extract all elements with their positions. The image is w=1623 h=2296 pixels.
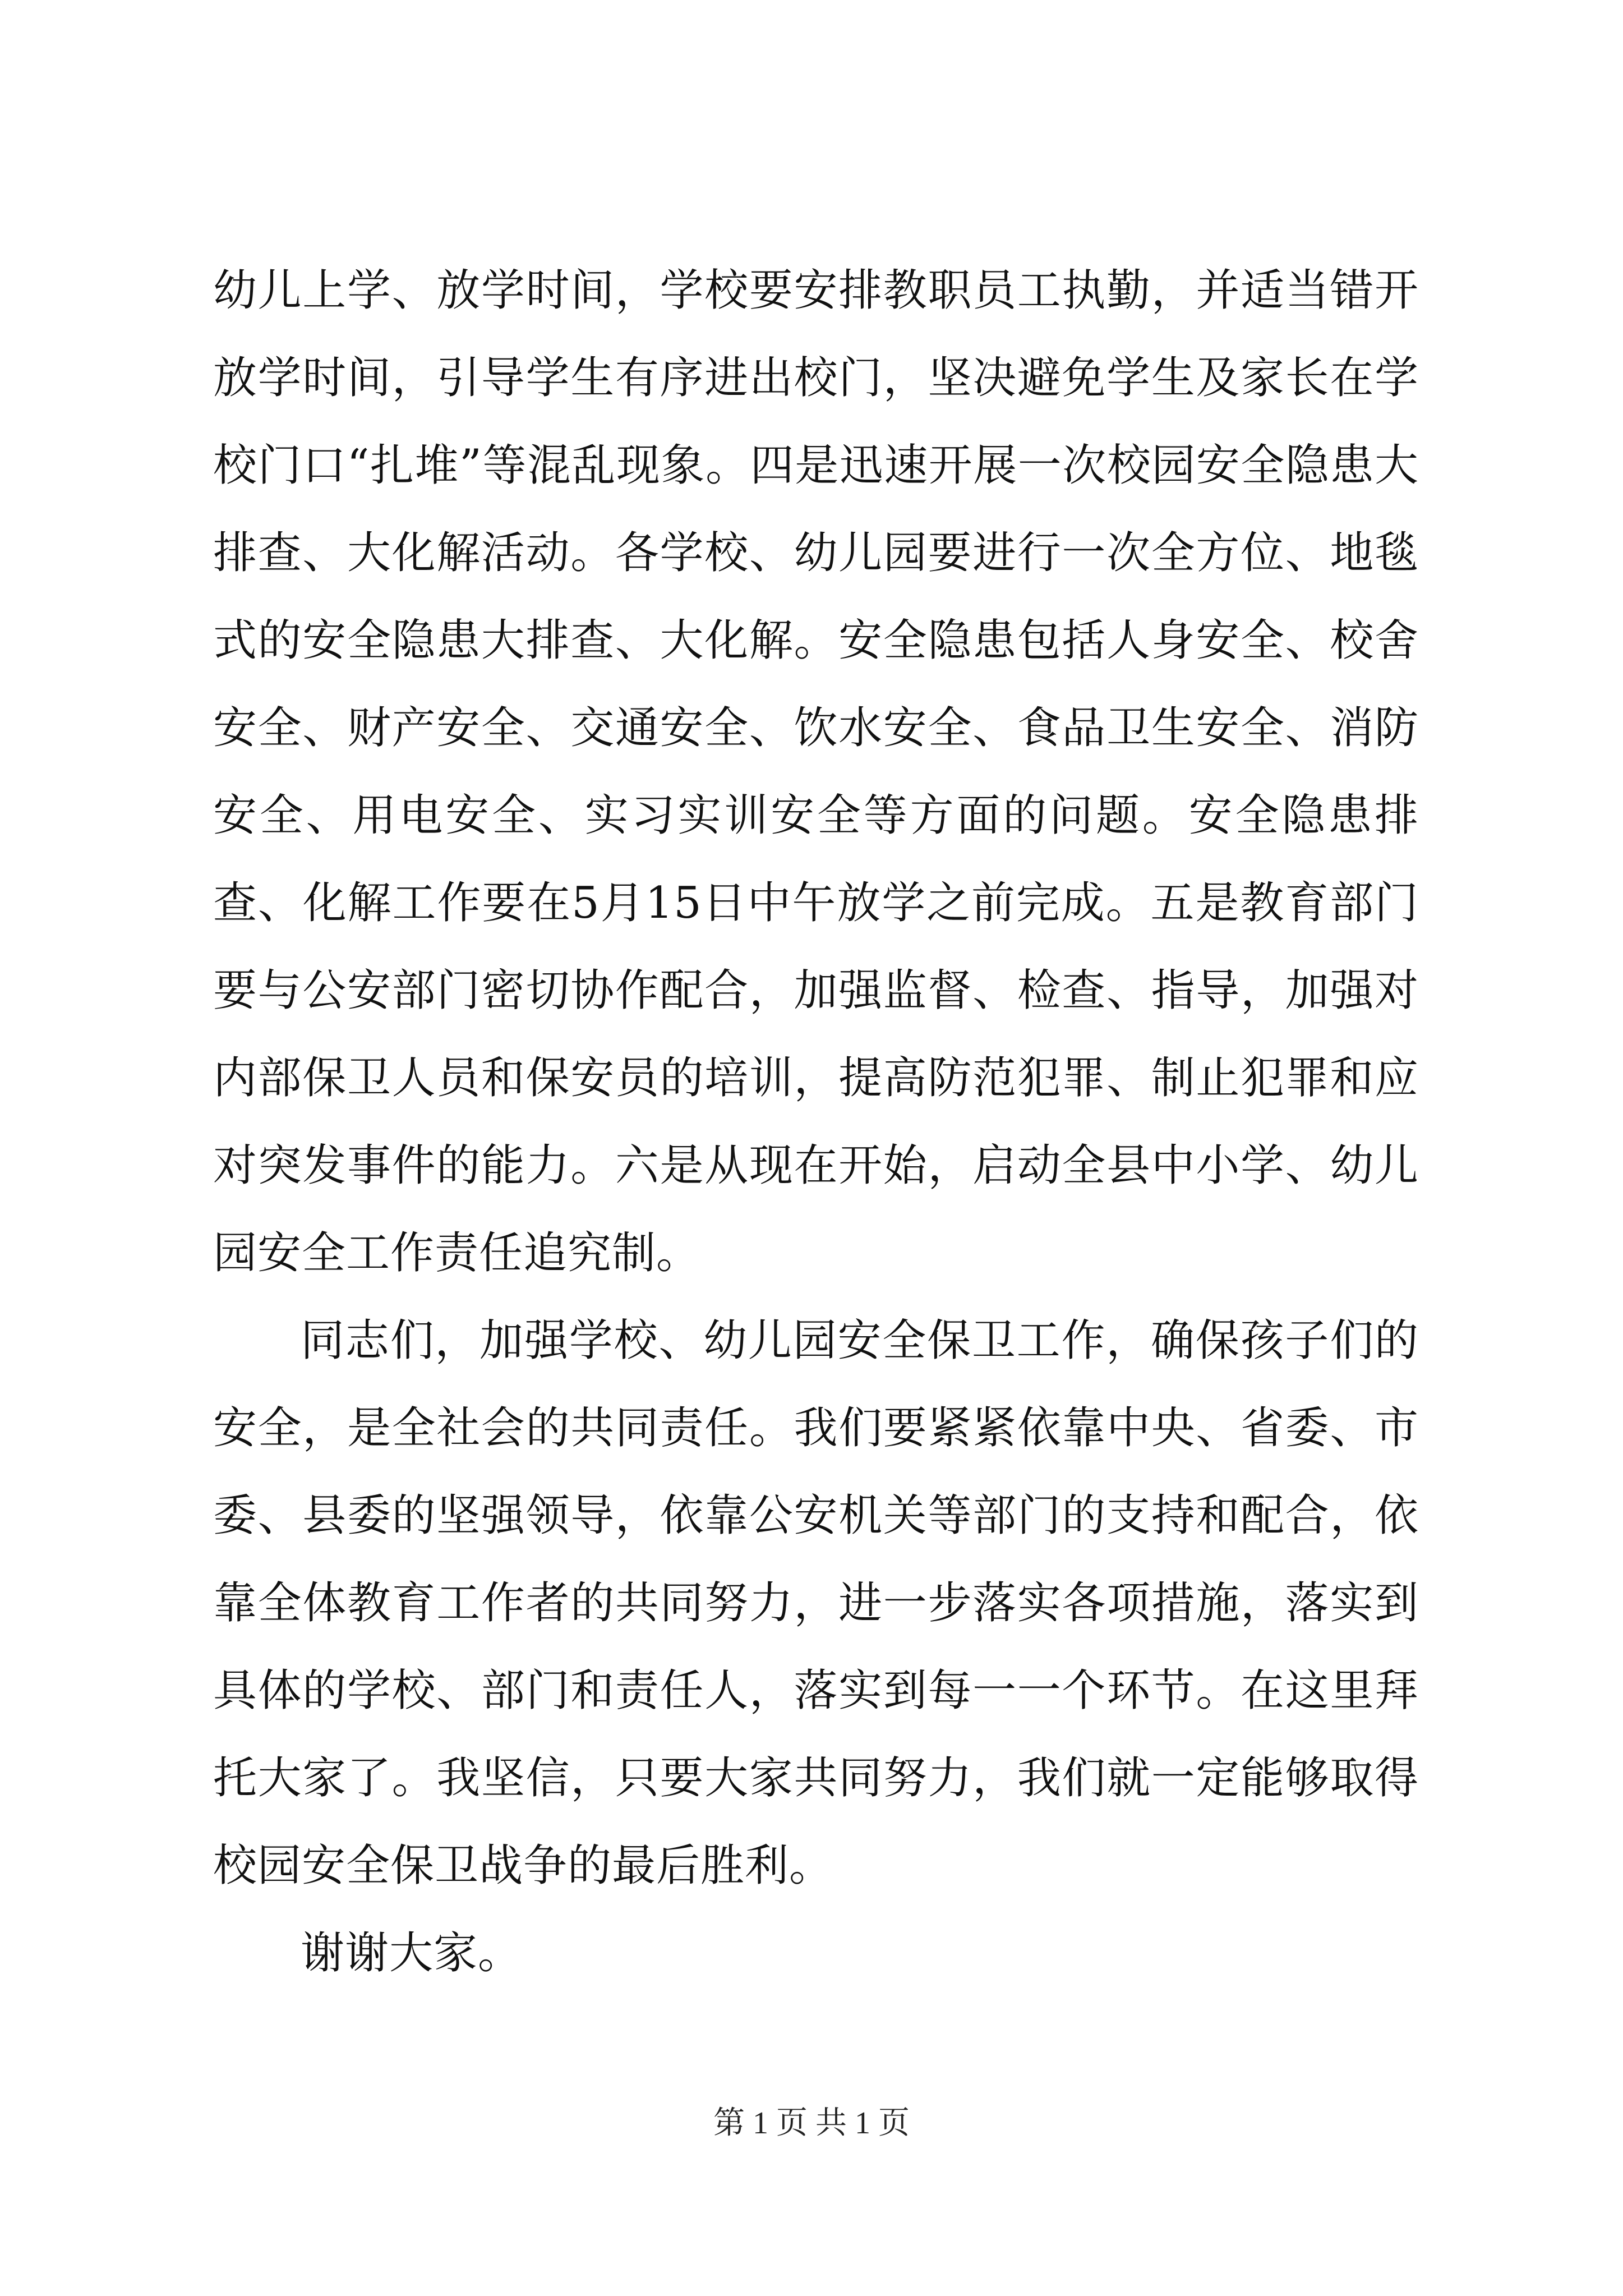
paragraph-thanks: 谢谢大家。 [301, 1928, 523, 1978]
paragraph-closing-remarks: 同志们，加强学校、幼儿园安全保卫工作，确保孩子们的安全，是全社会的共同责任。我们要紧紧依靠中央、省委、市委、县委的坚强领导，依靠公安机关等部门的支持和配合，依靠全体教育工作者的共同努力，进一步落实各项措施，落实到具体的学校、部门和责任人，落实到每一一个环节。在这里拜托大家了。我坚信，只要大家共同努力，我们就一定能够取得校园安全保卫战争的最后胜利。 [213, 1315, 1419, 1891]
page-footer: 第 1 页 共 1 页 [713, 2106, 910, 2141]
document-body [213, 247, 1419, 1997]
paragraph-continued: 幼儿上学、放学时间，学校要安排教职员工执勤，并适当错开放学时间，引导学生有序进出校门，坚决避免学生及家长在学校门口“扎堆”等混乱现象。四是迅速开展一次校园安全隐患大排查、大化解活动。各学校、幼儿园要进行一次全方位、地毯式的安全隐患大排查、大化解。安全隐患包括人身安全、校舍安全、财产安全、交通安全、饮水安全、食品卫生安全、消防安全、用电安全、实习实训安全等方面的问题。安全隐患排查、化解工作要在5月15日中午放学之前完成。五是教育部门要与公安部门密切协作配合，加强监督、检查、指导，加强对内部保卫人员和保安员的培训，提高防范犯罪、制止犯罪和应对突发事件的能力。六是从现在开始，启动全县中小学、幼儿园安全工作责任追究制。 [213, 265, 1419, 1278]
